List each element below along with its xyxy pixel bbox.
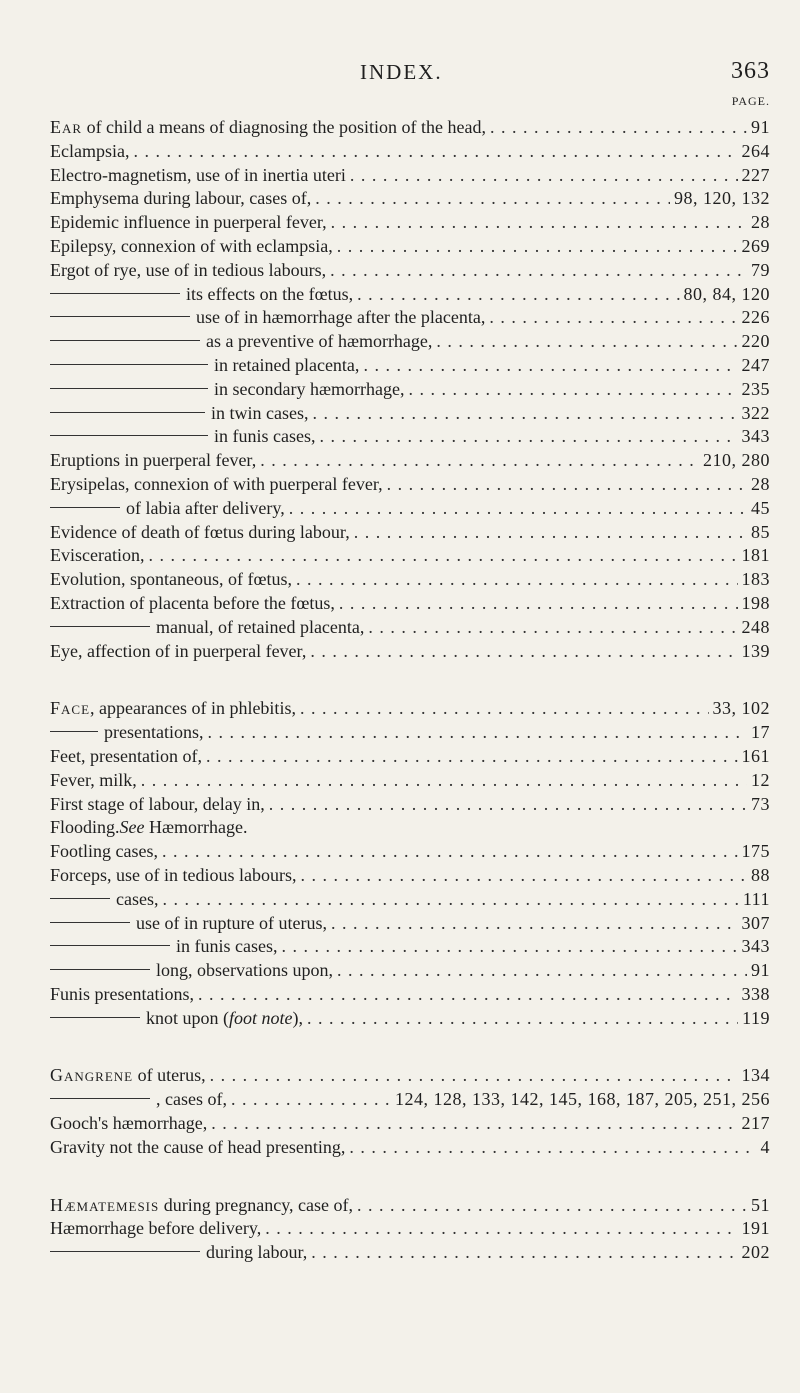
index-entry	[50, 840, 770, 864]
page-references: 269	[741, 235, 770, 256]
index-entry	[50, 697, 770, 721]
dot-leader	[211, 1112, 737, 1136]
dot-leader	[310, 640, 737, 664]
entry-label	[50, 864, 296, 888]
index-entry	[50, 616, 770, 640]
entry-text: Eruptions in puerperal fever,	[50, 450, 257, 471]
index-entry	[50, 1007, 770, 1031]
page-column-label: PAGE.	[731, 94, 770, 108]
entry-label	[126, 497, 285, 521]
page-references: 79	[751, 259, 770, 280]
ditto-dash	[50, 1017, 140, 1018]
page-references: 322	[741, 402, 770, 423]
page-references: 134	[741, 1065, 770, 1086]
dot-leader	[319, 425, 737, 449]
page-references: 198	[741, 592, 770, 613]
entry-label	[146, 1007, 303, 1031]
index-entry	[50, 721, 770, 745]
index-entry	[50, 1112, 770, 1136]
dot-leader	[387, 473, 747, 497]
entry-text: Epilepsy, connexion of with eclampsia,	[50, 235, 333, 256]
entry-label	[116, 888, 158, 912]
entry-label	[50, 164, 346, 188]
index-entry	[50, 449, 770, 473]
page-references: 343	[741, 936, 770, 957]
dot-leader	[490, 116, 747, 140]
entry-text: in funis cases,	[176, 936, 278, 957]
page-references: 226	[741, 307, 770, 328]
page-header	[0, 60, 800, 90]
index-entry	[50, 497, 770, 521]
dot-leader	[312, 402, 737, 426]
dot-leader	[339, 592, 738, 616]
entry-text: Feet, presentation of,	[50, 745, 202, 766]
entry-label	[156, 1088, 227, 1112]
entry-text: its effects on the fœtus,	[186, 283, 354, 304]
entry-text: manual, of retained placenta,	[156, 616, 365, 637]
index-entry	[50, 1136, 770, 1160]
dot-leader	[307, 1007, 738, 1031]
page-references: 4	[760, 1136, 770, 1157]
dot-leader	[337, 959, 747, 983]
entry-text: during labour,	[206, 1242, 308, 1263]
ditto-dash	[50, 364, 208, 365]
entry-label	[196, 306, 485, 330]
dot-leader	[349, 1136, 756, 1160]
entry-text: Epidemic influence in puerperal fever,	[50, 212, 327, 233]
dot-leader	[296, 568, 738, 592]
entry-text: Gooch's hæmorrhage,	[50, 1113, 208, 1134]
ditto-dash	[50, 388, 208, 389]
entry-label	[50, 697, 296, 721]
dot-leader	[354, 521, 747, 545]
entry-label	[214, 354, 359, 378]
dot-leader	[281, 935, 737, 959]
page-references: 227	[741, 164, 770, 185]
ditto-dash	[50, 507, 120, 508]
page-references: 343	[741, 426, 770, 447]
page-references: 73	[751, 793, 770, 814]
ditto-dash	[50, 316, 190, 317]
dot-leader	[198, 983, 738, 1007]
index-entry	[50, 864, 770, 888]
index-entry	[50, 425, 770, 449]
entry-text: Hæmorrhage before delivery,	[50, 1218, 262, 1239]
entry-text: in twin cases,	[211, 402, 309, 423]
page-references: 248	[741, 616, 770, 637]
index-entry	[50, 235, 770, 259]
entry-text: Ergot of rye, use of in tedious labours,	[50, 259, 327, 280]
index-entry	[50, 983, 770, 1007]
page-references: 91	[751, 117, 770, 137]
page-references: 220	[741, 331, 770, 352]
entry-label	[50, 793, 265, 817]
page-references: 17	[751, 722, 770, 743]
page-references: 235	[741, 378, 770, 399]
entry-text: presentations,	[104, 722, 204, 743]
ditto-dash	[50, 435, 208, 436]
page-references: 80, 84, 120	[683, 283, 770, 304]
entry-label	[50, 1064, 206, 1088]
dot-leader	[436, 330, 737, 354]
entry-label	[206, 330, 432, 354]
entry-label	[50, 140, 129, 164]
index-entry	[50, 592, 770, 616]
page-references: 51	[751, 1194, 770, 1215]
entry-label	[50, 473, 383, 497]
index-entry	[50, 259, 770, 283]
entry-label	[50, 449, 256, 473]
entry-text: Footling cases,	[50, 841, 158, 862]
running-title: INDEX.	[360, 60, 443, 84]
dot-leader	[357, 283, 679, 307]
entry-label	[136, 912, 327, 936]
page-references: 202	[741, 1242, 770, 1263]
entry-text: Evisceration,	[50, 545, 145, 566]
dot-leader	[206, 745, 738, 769]
dot-leader	[162, 888, 738, 912]
index-entry	[50, 473, 770, 497]
page-references: 91	[751, 960, 770, 981]
index-entry	[50, 568, 770, 592]
entry-label	[214, 378, 404, 402]
page-references: 175	[741, 841, 770, 862]
entry-see: See	[119, 817, 145, 838]
entry-lead: Hæmatemesis	[50, 1194, 160, 1215]
entry-text: of labia after delivery,	[126, 497, 285, 518]
page-references: 85	[751, 521, 770, 542]
entry-text: Fever, milk,	[50, 769, 137, 790]
index-entries	[50, 116, 770, 1265]
index-entry	[50, 354, 770, 378]
entry-label	[50, 592, 335, 616]
page-references: 45	[751, 497, 770, 518]
entry-label	[50, 769, 137, 793]
index-entry	[50, 521, 770, 545]
index-entry	[50, 544, 770, 568]
dot-leader	[141, 769, 747, 793]
entry-text: Eclampsia,	[50, 140, 130, 161]
dot-leader	[408, 378, 737, 402]
entry-text: First stage of labour, delay in,	[50, 793, 265, 814]
entry-text: Gravity not the cause of head presenting,	[50, 1136, 346, 1157]
dot-leader	[331, 211, 747, 235]
dot-leader	[331, 912, 738, 936]
index-entry	[50, 187, 770, 211]
entry-lead: Face	[50, 698, 91, 719]
entry-label	[50, 521, 350, 545]
index-entry	[50, 912, 770, 936]
entry-text: Forceps, use of in tedious labours,	[50, 864, 297, 885]
entry-label	[50, 1217, 261, 1241]
entry-text: long, observations upon,	[156, 960, 333, 981]
dot-leader	[289, 497, 747, 521]
index-entry	[50, 745, 770, 769]
index-entry	[50, 959, 770, 983]
page-references: 338	[741, 983, 770, 1004]
page-references: 161	[741, 745, 770, 766]
page-references: 247	[741, 354, 770, 375]
page-references: 28	[751, 473, 770, 494]
ditto-dash	[50, 1251, 200, 1252]
entry-label	[186, 283, 353, 307]
page-references: 139	[741, 640, 770, 661]
entry-label	[211, 402, 308, 426]
dot-leader	[260, 449, 699, 473]
page-references: 124, 128, 133, 142, 145, 168, 187, 205, 251, 256	[395, 1089, 770, 1110]
entry-text: Evidence of death of fœtus during labour,	[50, 521, 350, 542]
entry-label	[206, 1241, 307, 1265]
page-references: 183	[741, 569, 770, 590]
page-number: 363	[731, 58, 770, 84]
ditto-dash	[50, 1098, 150, 1099]
dot-leader	[330, 259, 747, 283]
index-entry	[50, 330, 770, 354]
page-references: 12	[751, 769, 770, 790]
entry-text: knot upon (	[146, 1007, 229, 1028]
dot-leader	[207, 721, 747, 745]
entry-label	[50, 1112, 207, 1136]
dot-leader	[300, 697, 709, 721]
entry-text: in retained placenta,	[214, 354, 360, 375]
page-references: 98, 120, 132	[674, 188, 770, 209]
entry-text: Flooding.	[50, 817, 120, 838]
entry-text: as a preventive of hæmorrhage,	[206, 331, 433, 352]
ditto-dash	[50, 922, 130, 923]
page-references: 264	[741, 140, 770, 161]
entry-label	[50, 187, 311, 211]
index-entry	[50, 1064, 770, 1088]
index-entry	[50, 140, 770, 164]
ditto-dash	[50, 898, 110, 899]
page-references: 307	[741, 912, 770, 933]
entry-text: Electro-magnetism, use of in inertia uteri	[50, 164, 346, 185]
page-references: 111	[742, 888, 770, 909]
entry-text: , appearances of in phlebitis,	[90, 698, 296, 719]
entry-text: in funis cases,	[214, 426, 316, 447]
entry-text: of uterus,	[133, 1065, 206, 1086]
dot-leader	[337, 235, 738, 259]
entry-label	[50, 640, 306, 664]
index-entry	[50, 378, 770, 402]
entry-text: Funis presentations,	[50, 983, 194, 1004]
dot-leader	[133, 140, 737, 164]
index-entry	[50, 402, 770, 426]
ditto-dash	[50, 412, 205, 413]
dot-leader	[350, 164, 738, 188]
entry-text2: ),	[292, 1007, 303, 1028]
dot-leader	[363, 354, 737, 378]
entry-label	[50, 1136, 345, 1160]
page-references: 33, 102	[712, 698, 770, 719]
index-entry	[50, 1241, 770, 1265]
dot-leader	[265, 1217, 737, 1241]
entry-text: during pregnancy, case of,	[159, 1194, 354, 1215]
dot-leader	[489, 306, 737, 330]
dot-leader	[311, 1241, 737, 1265]
entry-text: Erysipelas, connexion of with puerperal fever,	[50, 473, 383, 494]
entry-text: Emphysema during labour, cases of,	[50, 188, 312, 209]
entry-label	[50, 259, 326, 283]
page-references: 191	[741, 1218, 770, 1239]
entry-label	[50, 235, 333, 259]
entry-label	[104, 721, 203, 745]
dot-leader	[162, 840, 738, 864]
entry-em: foot note	[229, 1007, 293, 1028]
entry-text: use of in hæmorrhage after the placenta,	[196, 307, 486, 328]
entry-label	[176, 935, 277, 959]
page-references: 217	[741, 1113, 770, 1134]
index-entry	[50, 306, 770, 330]
index-entry	[50, 640, 770, 664]
index-entry	[50, 935, 770, 959]
ditto-dash	[50, 969, 150, 970]
dot-leader	[210, 1064, 738, 1088]
entry-label	[50, 1194, 353, 1218]
entry-label	[50, 116, 486, 140]
entry-label	[156, 959, 333, 983]
entry-text2: Hæmorrhage.	[144, 817, 248, 838]
ditto-dash	[50, 293, 180, 294]
index-entry	[50, 164, 770, 188]
index-entry	[50, 816, 770, 840]
index-entry	[50, 1217, 770, 1241]
dot-leader	[315, 187, 670, 211]
page-references: 88	[751, 864, 770, 885]
ditto-dash	[50, 626, 150, 627]
entry-label	[50, 211, 327, 235]
index-entry	[50, 1088, 770, 1112]
page-references: 28	[751, 212, 770, 233]
entry-lead: Ear	[50, 117, 83, 137]
page-references: 181	[741, 545, 770, 566]
entry-text: of child a means of diagnosing the position of the head,	[82, 117, 486, 137]
entry-text: Eye, affection of in puerperal fever,	[50, 640, 307, 661]
index-entry	[50, 116, 770, 140]
index-entry	[50, 769, 770, 793]
ditto-dash	[50, 731, 98, 732]
index-entry	[50, 283, 770, 307]
index-entry	[50, 888, 770, 912]
entry-label	[50, 816, 247, 840]
entry-text: cases,	[116, 888, 159, 909]
dot-leader	[269, 793, 747, 817]
entry-lead: Gangrene	[50, 1065, 134, 1086]
entry-label	[50, 568, 292, 592]
entry-label	[214, 425, 315, 449]
entry-text: Extraction of placenta before the fœtus,	[50, 592, 335, 613]
ditto-dash	[50, 945, 170, 946]
dot-leader	[368, 616, 737, 640]
page-references: 119	[742, 1007, 770, 1028]
dot-leader	[148, 544, 737, 568]
ditto-dash	[50, 340, 200, 341]
dot-leader	[300, 864, 747, 888]
entry-label	[50, 745, 202, 769]
dot-leader	[357, 1194, 747, 1218]
entry-text: Evolution, spontaneous, of fœtus,	[50, 569, 292, 590]
index-entry	[50, 211, 770, 235]
entry-label	[156, 616, 364, 640]
entry-text: use of in rupture of uterus,	[136, 912, 327, 933]
entry-text: in secondary hæmorrhage,	[214, 378, 405, 399]
index-entry	[50, 1194, 770, 1218]
index-entry	[50, 793, 770, 817]
entry-label	[50, 544, 144, 568]
entry-label	[50, 983, 194, 1007]
dot-leader	[231, 1088, 391, 1112]
entry-label	[50, 840, 158, 864]
page-references: 210, 280	[703, 450, 770, 471]
entry-text: , cases of,	[156, 1089, 227, 1110]
